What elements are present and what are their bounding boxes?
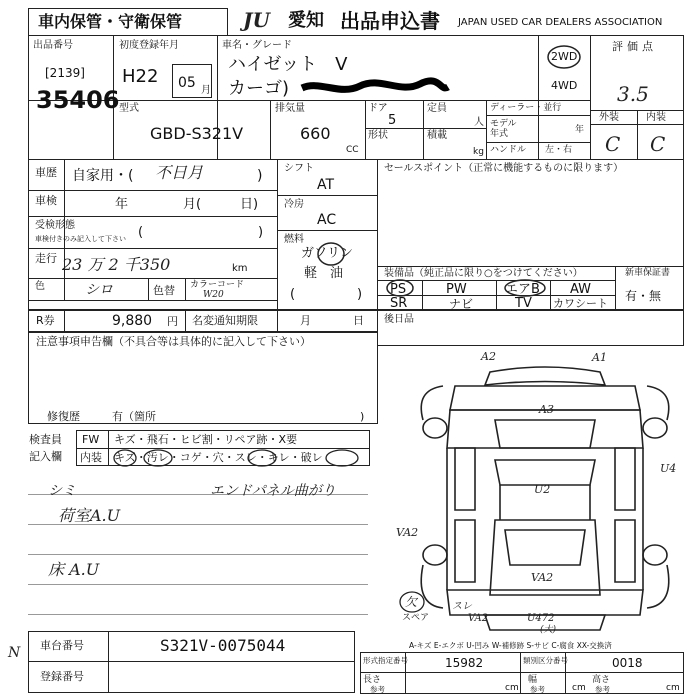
shape-label: 形状: [368, 130, 388, 141]
ps-circle: [385, 279, 415, 297]
warranty-value: 有・無: [625, 289, 662, 303]
notes-label: 注意事項申告欄（不具合等は具体的に記入して下さい）: [36, 335, 311, 348]
car-name-label: 車名・グレード: [222, 40, 292, 51]
load-label: 積載: [427, 130, 447, 141]
inspection-month: 月(: [183, 197, 202, 212]
grade-score: 3.5: [617, 82, 649, 106]
color-code-value: W20: [203, 290, 224, 300]
mark-scuff: スレ: [452, 601, 472, 612]
recycle-value: 9,880: [112, 313, 153, 329]
exterior-label: 外装: [599, 112, 619, 123]
color-label: 色: [35, 281, 45, 292]
history-close: ): [257, 168, 263, 184]
drive-2wd: 2WD: [551, 50, 578, 63]
equip-aw: AW: [570, 282, 592, 297]
model-year-label: モデル 年式: [490, 119, 517, 139]
year-unit: 年: [575, 125, 585, 135]
after-date-box: [377, 310, 684, 346]
interior-grade: C: [650, 132, 666, 156]
handle-label: ハンドル: [490, 145, 527, 155]
first-reg-month: 05: [178, 75, 196, 91]
after-date-label: 後日品: [384, 314, 414, 325]
receipt-open: (: [138, 225, 144, 240]
car-name-line1: ハイゼット V: [228, 54, 348, 75]
interior-check-circles: [110, 448, 370, 468]
inspector-note-cargo: 荷室A.U: [58, 506, 121, 525]
displacement-label: 排気量: [275, 103, 305, 114]
mark-large: (大): [540, 625, 557, 635]
fuel-gas-circle: [316, 241, 346, 267]
dealer-label: ディーラー・並行: [490, 103, 562, 113]
history-handwritten: 不日月: [155, 163, 204, 182]
length-ref: 参考: [370, 685, 385, 694]
first-reg-year: H22: [122, 66, 159, 87]
inspector-label-2: 記入欄: [29, 450, 62, 463]
ju-logo: JU: [243, 8, 270, 32]
equip-navi: ナビ: [449, 297, 474, 311]
mark-a2-top: A2: [481, 350, 496, 363]
aichi-label: 愛知: [288, 10, 324, 31]
fw-items: キズ・飛石・ヒビ割・リペア跡・X要: [114, 433, 298, 446]
damage-legend: A-キズ E-エクボ U-凹み W-補修跡 S-サビ C-腐食 XX-交換済: [409, 641, 612, 650]
name-change-day: 日: [353, 314, 364, 327]
mark-u2: U2: [534, 483, 551, 496]
model-value: GBD-S321V: [150, 124, 244, 143]
lot-number: 35406: [36, 86, 120, 114]
equip-sr: SR: [390, 296, 408, 311]
inspector-note-endpanel: エンドパネル曲がり: [210, 483, 336, 499]
ac-value: AC: [317, 212, 337, 228]
receipt-close: ): [258, 225, 264, 240]
association-name: JAPAN USED CAR DEALERS ASSOCIATION: [458, 17, 663, 28]
shift-value: AT: [317, 177, 335, 193]
repair-close: ): [360, 410, 365, 423]
exterior-grade: C: [605, 132, 621, 156]
chassis-label: 車台番号: [40, 639, 84, 652]
recycle-label: R券: [36, 314, 55, 327]
receipt-label: 受検形態: [35, 220, 75, 231]
sales-point-label: セールスポイント（正常に機能するものに限ります）: [384, 163, 624, 174]
model-label: 型式: [119, 103, 139, 114]
class-number-value: 0018: [612, 656, 643, 670]
interior-check-items: キズ・汚レ・コゲ・穴・スレ・キレ・破レ: [114, 451, 323, 464]
inspector-label-1: 検査員: [29, 433, 62, 446]
recycle-unit: 円: [167, 315, 178, 328]
equipment-label: 装備品（純正品に限り○をつけてください）: [384, 268, 583, 279]
type-number-label: 形式指定番号: [363, 656, 408, 665]
mark-a3: A3: [539, 403, 554, 416]
height-unit: cm: [666, 683, 680, 693]
capacity-label: 定員: [427, 103, 447, 114]
handle-options: 左・右: [545, 145, 573, 155]
margin-mark: N: [8, 645, 21, 661]
type-number-value: 15982: [445, 656, 484, 670]
load-unit: kg: [473, 147, 484, 157]
capacity-unit: 人: [474, 117, 484, 128]
shift-label: シフト: [284, 163, 314, 174]
fuel-label: 燃料: [284, 234, 304, 245]
displacement-value: 660: [300, 124, 331, 143]
mark-va2-bottom: VA2: [468, 613, 489, 624]
grade-label: 評価点: [612, 40, 657, 53]
spare-label: スペア: [402, 613, 430, 623]
doors-label: ドア: [368, 103, 388, 114]
height-label: 高さ: [592, 675, 611, 685]
mileage-unit: km: [232, 263, 248, 274]
inspection-label: 車検: [35, 194, 57, 207]
history-value: 自家用・(: [72, 168, 134, 184]
fuel-close: ): [357, 287, 363, 302]
receipt-note: 車検付きのみ記入して下さい: [35, 235, 126, 243]
lot-label: 出品番号: [33, 40, 73, 51]
repair-value: 有（箇所: [112, 410, 156, 423]
redaction-scribble: [300, 78, 450, 98]
fuel-diesel: 軽 油: [304, 266, 344, 281]
mileage-value: 23 万 2 千350: [62, 255, 171, 274]
mark-u472: U472: [527, 613, 555, 624]
chassis-value: S321V-0075044: [160, 636, 286, 655]
length-unit: cm: [505, 683, 519, 693]
first-reg-label: 初度登録年月: [119, 40, 179, 51]
ac-label: 冷房: [284, 199, 304, 210]
width-label: 幅: [528, 675, 538, 685]
name-change-label: 名変通知期限: [192, 314, 258, 327]
doors-value: 5: [388, 113, 397, 128]
lot-sub: [2139]: [45, 66, 85, 80]
equip-tv: TV: [515, 296, 532, 311]
storage-title: 車内保管・守衛保管: [38, 12, 183, 31]
inspection-day: 日): [240, 197, 259, 212]
history-label: 車歴: [35, 166, 57, 179]
class-number-label: 類別区分番号: [523, 656, 568, 665]
mark-a1: A1: [592, 351, 607, 364]
color-value: シロ: [85, 282, 113, 298]
airbag-circle: [503, 279, 547, 297]
fuel-gas: ガソリン: [301, 246, 354, 261]
registration-label: 登録番号: [40, 670, 84, 683]
width-ref: 参考: [530, 685, 545, 694]
inspector-note-stain: シミ: [48, 483, 76, 499]
equip-ps: PS: [390, 282, 407, 297]
width-unit: cm: [572, 683, 586, 693]
drive-4wd: 4WD: [551, 79, 578, 92]
mark-u4: U4: [660, 462, 677, 475]
mark-va2-left: VA2: [396, 526, 419, 539]
interior-check-label: 内装: [80, 451, 102, 464]
interior-label: 内装: [646, 112, 666, 123]
repair-label: 修復歴: [47, 410, 80, 423]
form-title: 出品申込書: [340, 9, 440, 33]
equip-leather: カワシート: [553, 297, 608, 310]
inspector-note-floor: 床 A.U: [48, 560, 100, 579]
height-ref: 参考: [595, 685, 610, 694]
car-name-line2: カーゴ): [228, 78, 290, 99]
color-change-label: 色替: [153, 284, 175, 297]
equip-pw: PW: [446, 282, 467, 297]
displacement-unit: CC: [346, 145, 359, 155]
inspection-year: 年: [115, 197, 129, 212]
fw-label: FW: [82, 433, 100, 446]
length-label: 長さ: [363, 675, 382, 685]
month-unit: 月: [201, 85, 211, 96]
name-change-month: 月: [300, 314, 311, 327]
spare-mark: 欠: [405, 595, 418, 609]
mileage-label: 走行: [35, 252, 57, 265]
mark-va2-rear: VA2: [531, 571, 554, 584]
warranty-label: 新車保証書: [625, 268, 671, 278]
fuel-open: (: [290, 287, 296, 302]
equip-airbag: エアB: [505, 282, 540, 297]
color-code-label: カラーコード: [190, 280, 245, 290]
